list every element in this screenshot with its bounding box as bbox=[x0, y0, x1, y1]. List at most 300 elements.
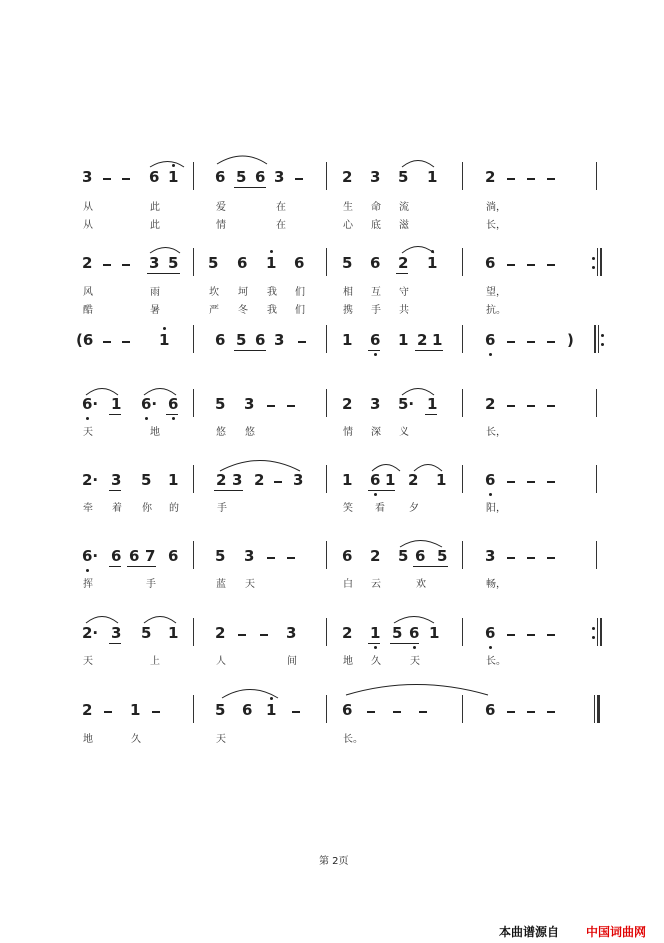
note: 5 bbox=[215, 395, 226, 413]
note: 5 bbox=[236, 168, 247, 186]
dash bbox=[274, 481, 282, 483]
bar-line bbox=[597, 248, 598, 276]
bar-line bbox=[597, 618, 598, 646]
note: 5 bbox=[215, 701, 226, 719]
lyric: 淌， bbox=[486, 202, 506, 213]
lyric: 命 bbox=[371, 202, 381, 213]
slur bbox=[220, 685, 286, 699]
bar-line bbox=[596, 389, 597, 417]
note: 2 bbox=[398, 254, 409, 272]
octave-dot bbox=[374, 493, 377, 496]
octave-dot bbox=[145, 417, 148, 420]
note: 5 bbox=[392, 624, 403, 642]
bar-line bbox=[193, 389, 194, 417]
slur bbox=[148, 244, 184, 254]
note: 6· bbox=[141, 395, 158, 413]
lyric: 我 bbox=[267, 287, 277, 298]
dash bbox=[507, 341, 515, 343]
lyric: 风 bbox=[83, 287, 93, 298]
bar-line bbox=[462, 465, 463, 493]
dash bbox=[287, 557, 295, 559]
note: 5 bbox=[398, 547, 409, 565]
beam bbox=[109, 414, 121, 415]
lyric: 互 bbox=[371, 287, 381, 298]
note: 2 bbox=[82, 701, 93, 719]
dash bbox=[527, 178, 535, 180]
lyric: 在 bbox=[276, 202, 286, 213]
slur bbox=[412, 460, 448, 472]
bar-line bbox=[462, 541, 463, 569]
lyric: 畅， bbox=[486, 579, 506, 590]
source-site-link[interactable]: 中国词曲网 bbox=[586, 925, 647, 939]
octave-dot bbox=[489, 353, 492, 356]
octave-dot bbox=[374, 646, 377, 649]
note: 5 bbox=[208, 254, 219, 272]
repeat-dot bbox=[601, 343, 604, 346]
note: 6 bbox=[485, 331, 496, 349]
note: 1 bbox=[159, 331, 170, 349]
lyric: 情 bbox=[343, 427, 353, 438]
dash bbox=[393, 711, 401, 713]
lyric: 雨 bbox=[150, 287, 160, 298]
note: 6 bbox=[485, 254, 496, 272]
dash bbox=[152, 711, 160, 713]
lyric: 长， bbox=[486, 427, 506, 438]
lyric: 夕 bbox=[409, 503, 419, 514]
note: 3 bbox=[232, 471, 243, 489]
bar-line bbox=[462, 162, 463, 190]
dash bbox=[260, 634, 268, 636]
slur bbox=[344, 680, 494, 696]
dash bbox=[507, 264, 515, 266]
lyric: 长， bbox=[486, 220, 506, 231]
note: 1 bbox=[385, 471, 396, 489]
lyric: 天 bbox=[216, 734, 226, 745]
note: 6 bbox=[215, 168, 226, 186]
beam bbox=[234, 350, 266, 351]
note: 6 bbox=[485, 701, 496, 719]
note: 6 bbox=[415, 547, 426, 565]
dash bbox=[507, 557, 515, 559]
note: 1 bbox=[432, 331, 443, 349]
dash bbox=[292, 711, 300, 713]
lyric: 手 bbox=[146, 579, 156, 590]
repeat-dot bbox=[592, 257, 595, 260]
note: 3 bbox=[244, 395, 255, 413]
dash bbox=[104, 711, 112, 713]
beam bbox=[147, 273, 180, 274]
note: 5 bbox=[398, 168, 409, 186]
lyric: 悠 bbox=[245, 427, 255, 438]
slur bbox=[218, 456, 308, 472]
lyric: 在 bbox=[276, 220, 286, 231]
dash bbox=[103, 178, 111, 180]
dash bbox=[122, 178, 130, 180]
lyric: 久 bbox=[131, 734, 141, 745]
note: 1 bbox=[427, 254, 438, 272]
dash bbox=[298, 341, 306, 343]
dash bbox=[507, 481, 515, 483]
note: 6 bbox=[237, 254, 248, 272]
dash bbox=[507, 634, 515, 636]
bar-line bbox=[193, 695, 194, 723]
lyric: 手 bbox=[371, 305, 381, 316]
bar-line bbox=[600, 618, 602, 646]
beam bbox=[368, 490, 395, 491]
repeat-dot bbox=[592, 266, 595, 269]
lyric: 们 bbox=[295, 305, 305, 316]
note: ) bbox=[567, 331, 574, 349]
dash bbox=[507, 711, 515, 713]
note: 6 bbox=[168, 547, 179, 565]
note: 2 bbox=[215, 624, 226, 642]
note: 1 bbox=[436, 471, 447, 489]
octave-dot bbox=[489, 493, 492, 496]
dash bbox=[267, 405, 275, 407]
bar-line bbox=[326, 248, 327, 276]
lyric: 天 bbox=[83, 427, 93, 438]
note: 3 bbox=[293, 471, 304, 489]
lyric: 笑 bbox=[343, 503, 353, 514]
lyric: 深 bbox=[371, 427, 381, 438]
note: 7 bbox=[145, 547, 156, 565]
dash bbox=[527, 341, 535, 343]
lyric: 欢 bbox=[416, 579, 426, 590]
lyric: 的 bbox=[169, 503, 179, 514]
lyric: 地 bbox=[343, 656, 353, 667]
beam bbox=[413, 566, 448, 567]
page-number: 第 2页 bbox=[319, 856, 349, 867]
lyric: 严 bbox=[209, 305, 219, 316]
note: 5 bbox=[168, 254, 179, 272]
note: 5 bbox=[215, 547, 226, 565]
dash bbox=[527, 634, 535, 636]
note: 6 bbox=[149, 168, 160, 186]
note: 6 bbox=[370, 471, 381, 489]
lyric: 挥 bbox=[83, 579, 93, 590]
lyric: 阳， bbox=[486, 503, 506, 514]
bar-line bbox=[596, 541, 597, 569]
note: 2 bbox=[216, 471, 227, 489]
bar-line bbox=[326, 541, 327, 569]
bar-line bbox=[193, 325, 194, 353]
note: 1 bbox=[168, 168, 179, 186]
note: 2 bbox=[342, 624, 353, 642]
dash bbox=[122, 341, 130, 343]
slur bbox=[400, 384, 440, 396]
lyric: 我 bbox=[267, 305, 277, 316]
dash bbox=[103, 264, 111, 266]
bar-line bbox=[600, 248, 602, 276]
beam bbox=[127, 566, 156, 567]
lyric: 长。 bbox=[343, 734, 363, 745]
slur bbox=[398, 536, 448, 548]
note: 1 bbox=[370, 624, 381, 642]
note: 5 bbox=[141, 624, 152, 642]
bar-line bbox=[596, 465, 597, 493]
lyric: 们 bbox=[295, 287, 305, 298]
lyric: 流 bbox=[399, 202, 409, 213]
note: 6· bbox=[82, 547, 99, 565]
lyric: 着 bbox=[112, 503, 122, 514]
lyric: 暑 bbox=[150, 305, 160, 316]
lyric: 抗。 bbox=[486, 305, 506, 316]
beam bbox=[390, 643, 419, 644]
note: 1 bbox=[168, 624, 179, 642]
bar-line bbox=[462, 695, 463, 723]
lyric: 坷 bbox=[238, 287, 248, 298]
note: 6 bbox=[168, 395, 179, 413]
note: 6 bbox=[409, 624, 420, 642]
slur bbox=[148, 158, 188, 168]
lyric: 坎 bbox=[209, 287, 219, 298]
bar-line bbox=[193, 162, 194, 190]
octave-dot bbox=[413, 646, 416, 649]
bar-line bbox=[193, 618, 194, 646]
lyric: 此 bbox=[150, 220, 160, 231]
note: 3 bbox=[370, 168, 381, 186]
note: 2 bbox=[485, 395, 496, 413]
note: 6 bbox=[342, 547, 353, 565]
lyric: 心 bbox=[343, 220, 353, 231]
dash bbox=[507, 405, 515, 407]
note: 2 bbox=[254, 471, 265, 489]
note: 5 bbox=[437, 547, 448, 565]
note: 2· bbox=[82, 624, 99, 642]
note: 3 bbox=[111, 624, 122, 642]
bar-line bbox=[326, 618, 327, 646]
octave-dot bbox=[163, 327, 166, 330]
lyric: 望， bbox=[486, 287, 506, 298]
slur bbox=[84, 612, 124, 624]
note: 6 bbox=[242, 701, 253, 719]
octave-dot bbox=[172, 417, 175, 420]
note: 6 bbox=[370, 331, 381, 349]
note: 5 bbox=[342, 254, 353, 272]
dash bbox=[238, 634, 246, 636]
note: 6 bbox=[370, 254, 381, 272]
lyric: 从 bbox=[83, 220, 93, 231]
lyric: 地 bbox=[150, 427, 160, 438]
note: 1 bbox=[427, 168, 438, 186]
note: 6 bbox=[129, 547, 140, 565]
note: 1 bbox=[342, 331, 353, 349]
lyric: 看 bbox=[375, 503, 385, 514]
note: 3 bbox=[82, 168, 93, 186]
beam bbox=[368, 350, 380, 351]
note: 2 bbox=[370, 547, 381, 565]
note: 2 bbox=[417, 331, 428, 349]
note: 6 bbox=[255, 168, 266, 186]
note: 6 bbox=[342, 701, 353, 719]
dash bbox=[527, 711, 535, 713]
dash bbox=[122, 264, 130, 266]
note: 1 bbox=[398, 331, 409, 349]
lyric: 白 bbox=[343, 579, 353, 590]
note: 1 bbox=[342, 471, 353, 489]
lyric: 情 bbox=[216, 220, 226, 231]
dash bbox=[547, 557, 555, 559]
lyric: 间 bbox=[287, 656, 297, 667]
repeat-dot bbox=[601, 334, 604, 337]
dash bbox=[547, 178, 555, 180]
note: 6 bbox=[215, 331, 226, 349]
beam bbox=[166, 414, 178, 415]
lyric: 天 bbox=[83, 656, 93, 667]
note: 6 bbox=[485, 471, 496, 489]
note: 3 bbox=[274, 168, 285, 186]
note: 1 bbox=[168, 471, 179, 489]
note: 2 bbox=[82, 254, 93, 272]
dash bbox=[547, 341, 555, 343]
octave-dot bbox=[270, 250, 273, 253]
bar-line bbox=[326, 162, 327, 190]
slur bbox=[84, 384, 124, 396]
note: 2· bbox=[82, 471, 99, 489]
dash bbox=[103, 341, 111, 343]
bar-line bbox=[596, 162, 597, 190]
dash bbox=[507, 178, 515, 180]
slur bbox=[142, 612, 182, 624]
bar-line bbox=[326, 465, 327, 493]
lyric: 滋 bbox=[399, 220, 409, 231]
note: 3 bbox=[274, 331, 285, 349]
note: 1 bbox=[266, 254, 277, 272]
note: 1 bbox=[111, 395, 122, 413]
dash bbox=[267, 557, 275, 559]
lyric: 天 bbox=[245, 579, 255, 590]
note: 1 bbox=[266, 701, 277, 719]
dash bbox=[527, 557, 535, 559]
note: 2 bbox=[342, 168, 353, 186]
note: (6 bbox=[76, 331, 94, 349]
note: 6 bbox=[485, 624, 496, 642]
lyric: 此 bbox=[150, 202, 160, 213]
lyric: 相 bbox=[343, 287, 353, 298]
bar-line bbox=[462, 389, 463, 417]
octave-dot bbox=[489, 646, 492, 649]
note: 3 bbox=[149, 254, 160, 272]
slur bbox=[400, 156, 440, 168]
bar-line bbox=[598, 325, 599, 353]
octave-dot bbox=[86, 569, 89, 572]
bar-line bbox=[597, 695, 600, 723]
dash bbox=[527, 405, 535, 407]
note: 6 bbox=[294, 254, 305, 272]
repeat-dot bbox=[592, 627, 595, 630]
note: 3 bbox=[370, 395, 381, 413]
lyric: 酷 bbox=[83, 305, 93, 316]
dash bbox=[367, 711, 375, 713]
dash bbox=[295, 178, 303, 180]
bar-line bbox=[594, 695, 595, 723]
lyric: 云 bbox=[371, 579, 381, 590]
note: 3 bbox=[485, 547, 496, 565]
bar-line bbox=[193, 248, 194, 276]
note: 3 bbox=[286, 624, 297, 642]
note: 1 bbox=[429, 624, 440, 642]
lyric: 人 bbox=[216, 656, 226, 667]
dash bbox=[547, 264, 555, 266]
lyric: 底 bbox=[371, 220, 381, 231]
beam bbox=[425, 414, 437, 415]
lyric: 义 bbox=[399, 427, 409, 438]
bar-line bbox=[193, 465, 194, 493]
note: 6 bbox=[255, 331, 266, 349]
lyric: 爱 bbox=[216, 202, 226, 213]
octave-dot bbox=[86, 417, 89, 420]
bar-line bbox=[326, 389, 327, 417]
lyric: 长。 bbox=[486, 656, 506, 667]
beam bbox=[109, 643, 121, 644]
note: 6 bbox=[111, 547, 122, 565]
lyric: 生 bbox=[343, 202, 353, 213]
lyric: 天 bbox=[410, 656, 420, 667]
lyric: 上 bbox=[150, 656, 160, 667]
lyric: 共 bbox=[399, 305, 409, 316]
bar-line bbox=[326, 325, 327, 353]
lyric: 牵 bbox=[83, 503, 93, 514]
dash bbox=[419, 711, 427, 713]
note: 1 bbox=[130, 701, 141, 719]
note: 1 bbox=[427, 395, 438, 413]
lyric: 携 bbox=[343, 305, 353, 316]
beam bbox=[396, 273, 408, 274]
beam bbox=[368, 643, 380, 644]
beam bbox=[234, 187, 266, 188]
note: 2 bbox=[342, 395, 353, 413]
beam bbox=[415, 350, 443, 351]
beam bbox=[214, 490, 243, 491]
dash bbox=[527, 481, 535, 483]
lyric: 悠 bbox=[216, 427, 226, 438]
bar-line bbox=[326, 695, 327, 723]
bar-line bbox=[594, 325, 596, 353]
lyric: 守 bbox=[399, 287, 409, 298]
lyric: 蓝 bbox=[216, 579, 226, 590]
bar-line bbox=[462, 618, 463, 646]
dash bbox=[287, 405, 295, 407]
lyric: 你 bbox=[142, 503, 152, 514]
slur bbox=[392, 612, 442, 624]
bar-line bbox=[462, 248, 463, 276]
dash bbox=[547, 405, 555, 407]
slur bbox=[215, 152, 275, 166]
dash bbox=[547, 481, 555, 483]
note: 5· bbox=[398, 395, 415, 413]
repeat-dot bbox=[592, 636, 595, 639]
dash bbox=[527, 264, 535, 266]
slur bbox=[142, 384, 182, 396]
lyric: 地 bbox=[83, 734, 93, 745]
beam bbox=[109, 490, 121, 491]
note: 2 bbox=[485, 168, 496, 186]
octave-dot bbox=[374, 353, 377, 356]
beam bbox=[109, 566, 121, 567]
dash bbox=[547, 634, 555, 636]
note: 5 bbox=[236, 331, 247, 349]
slur bbox=[370, 460, 406, 472]
bar-line bbox=[462, 325, 463, 353]
note: 3 bbox=[244, 547, 255, 565]
lyric: 从 bbox=[83, 202, 93, 213]
note: 6· bbox=[82, 395, 99, 413]
source-label: 本曲谱源自 bbox=[499, 925, 560, 939]
note: 3 bbox=[111, 471, 122, 489]
note: 2 bbox=[408, 471, 419, 489]
lyric: 冬 bbox=[238, 305, 248, 316]
slur bbox=[400, 242, 440, 254]
